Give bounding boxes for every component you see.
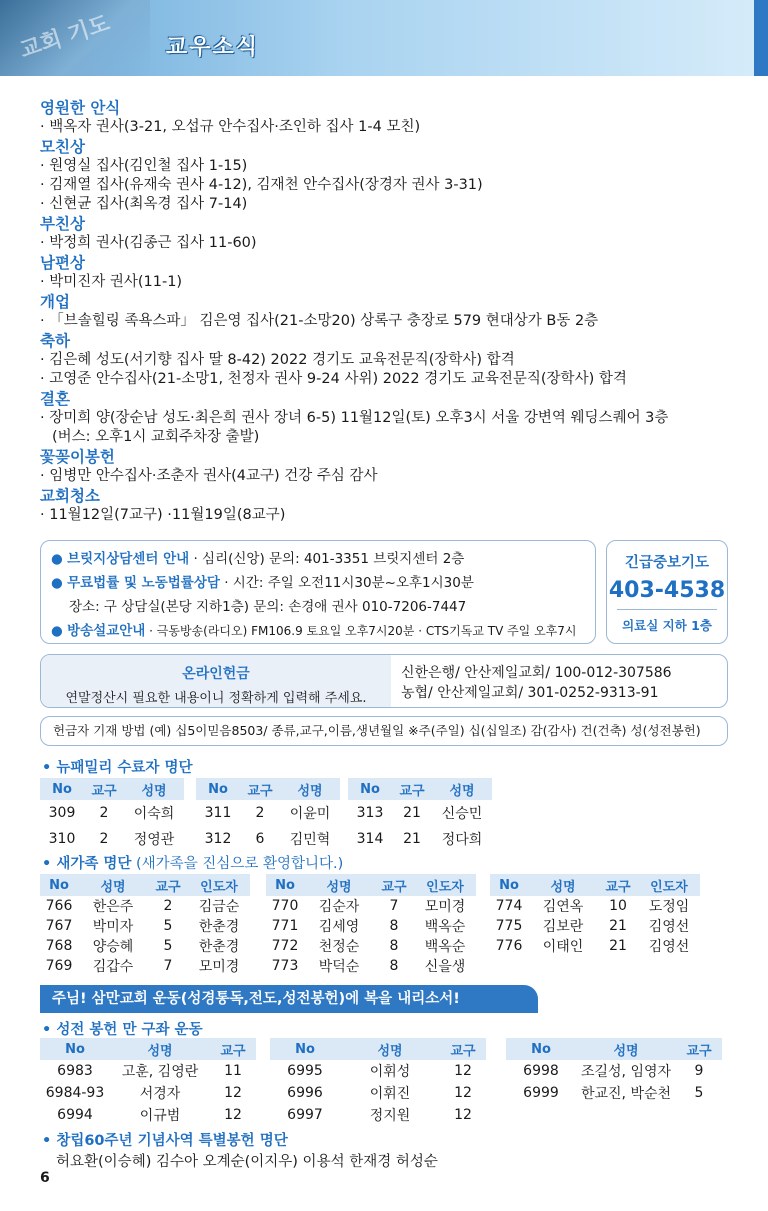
table-cell: 7: [163, 958, 173, 974]
table-cell: 6996: [287, 1085, 323, 1101]
table-cell: 6997: [287, 1107, 323, 1123]
table-cell: 6984-93: [45, 1085, 105, 1101]
table-cell: 2: [163, 898, 173, 914]
table-row: [40, 1060, 256, 1082]
table-row: [490, 916, 700, 936]
table-cell: 12: [454, 1107, 472, 1123]
counsel-center-label: 브릿지상담센터 안내: [67, 551, 190, 567]
table-cell: 모미경: [198, 959, 240, 975]
column-header: No: [196, 778, 240, 800]
column-header: No: [490, 874, 528, 896]
column-header: No: [266, 874, 304, 896]
table-cell: 12: [224, 1085, 242, 1101]
bank-account-nonghyup: 농협/ 안산제일교회/ 301-0252-9313-91: [401, 685, 659, 701]
table-cell: 773: [271, 958, 299, 974]
table-cell: 이태인: [542, 939, 584, 955]
page-header: [0, 0, 768, 76]
table-row: [266, 896, 476, 916]
table-cell: 768: [45, 938, 73, 954]
table-row: [348, 800, 492, 826]
table-row: [40, 916, 250, 936]
news-item: · 「브솔힐링 족욕스파」 김은영 집사(21-소망20) 상록구 충장로 579 현대상가 B동 2층: [40, 313, 599, 329]
temple-table: [40, 1038, 256, 1126]
table-cell: 김영선: [648, 939, 690, 955]
table-cell: 769: [45, 958, 73, 974]
news-heading: 영원한 안식: [40, 99, 121, 117]
newfamily_grad-table: [196, 778, 340, 852]
table-cell: 한교진, 박순천: [580, 1086, 672, 1102]
header-accent-bar: [754, 0, 768, 76]
table-row: [40, 956, 250, 976]
column-header: 성명: [110, 1038, 210, 1060]
offering-left: [41, 655, 391, 708]
column-header: No: [40, 874, 78, 896]
offering-method-box: 헌금자 기재 방법 (예) 십5이믿음8503/ 종류,교구,이름,생년월일 ※주(주일) 십(십일조) 감(감사) 건(건축) 성(성전봉헌): [40, 716, 728, 746]
prayer-banner: 주님! 삼만교회 운동(성경통독,전도,성전봉헌)에 복을 내리소서!: [40, 985, 538, 1013]
table-cell: 정지원: [369, 1108, 411, 1124]
table-row: [266, 956, 476, 976]
news-list: [40, 98, 740, 525]
column-header: 교구: [598, 874, 638, 896]
table-cell: 신승민: [441, 806, 483, 822]
prayer-location: 의료실 지하 1층: [622, 618, 712, 633]
table-cell: 5: [163, 918, 173, 934]
column-header: 성명: [124, 778, 184, 800]
table-cell: 천정순: [318, 939, 360, 955]
newfamily-table: [40, 874, 250, 976]
column-header: 인도자: [414, 874, 476, 896]
page-number: 6: [40, 1170, 50, 1186]
table-cell: 김보란: [542, 919, 584, 935]
table-cell: 6998: [523, 1063, 559, 1079]
table-cell: 박덕순: [318, 959, 360, 975]
column-header: No: [40, 778, 84, 800]
table-cell: 김금순: [198, 899, 240, 915]
table-row: [40, 1082, 256, 1104]
prayer-title: 긴급중보기도: [624, 555, 710, 571]
table-row: [266, 936, 476, 956]
table-cell: 백옥순: [424, 939, 466, 955]
newfamily-grad-title: • 뉴패밀리 수료자 명단: [42, 760, 193, 776]
column-header: 교구: [84, 778, 124, 800]
newfamily-subtitle: (새가족을 진심으로 환영합니다.): [131, 856, 344, 872]
table-cell: 309: [48, 805, 76, 821]
table-row: [196, 826, 340, 852]
info-row-counsel: [51, 547, 585, 571]
column-header: 교구: [210, 1038, 256, 1060]
news-item: · 원영실 집사(김인철 집사 1-15): [40, 158, 248, 174]
news-heading: 모친상: [40, 138, 85, 156]
table-cell: 9: [694, 1063, 704, 1079]
table-row: [490, 896, 700, 916]
table-row: [506, 1082, 722, 1104]
table-cell: 박미자: [92, 919, 134, 935]
news-heading: 꽃꽂이봉헌: [40, 448, 115, 466]
table-cell: 8: [389, 918, 399, 934]
info-row-broadcast: [51, 619, 585, 643]
table-cell: 2: [255, 805, 265, 821]
header-photo-text: 교회 기도: [17, 11, 113, 64]
newfamily-table: [266, 874, 476, 976]
offering-title: 온라인헌금: [182, 666, 250, 682]
table-cell: 310: [48, 831, 76, 847]
table-cell: 신을생: [424, 959, 466, 975]
table-cell: 314: [356, 831, 384, 847]
table-cell: 313: [356, 805, 384, 821]
anniversary-title: • 창립60주년 기념사역 특별봉헌 명단: [42, 1133, 288, 1149]
news-heading: 개업: [40, 293, 70, 311]
column-header: No: [506, 1038, 576, 1060]
table-cell: 311: [204, 805, 232, 821]
column-header: No: [270, 1038, 340, 1060]
info-row-legal: [51, 571, 585, 595]
table-cell: 21: [403, 831, 421, 847]
table-cell: 김영선: [648, 919, 690, 935]
table-row: [270, 1060, 486, 1082]
newfamily-table: [490, 874, 700, 956]
table-cell: 770: [271, 898, 299, 914]
table-cell: 이휘진: [369, 1086, 411, 1102]
column-header: 인도자: [188, 874, 250, 896]
table-row: [348, 826, 492, 852]
temple-title: • 성전 봉헌 만 구좌 운동: [42, 1022, 203, 1038]
column-header: 교구: [676, 1038, 722, 1060]
table-row: [270, 1082, 486, 1104]
prayer-box: [606, 540, 728, 644]
table-cell: 12: [454, 1063, 472, 1079]
temple-table: [506, 1038, 722, 1104]
column-header: 성명: [280, 778, 340, 800]
table-cell: 6995: [287, 1063, 323, 1079]
column-header: 교구: [148, 874, 188, 896]
bullet-icon: ●: [51, 623, 63, 639]
offering-accounts: [401, 663, 672, 703]
table-cell: 김민혁: [289, 832, 331, 848]
news-item: · 김은혜 성도(서기향 집사 딸 8-42) 2022 경기도 교육전문직(장학사) 합격: [40, 352, 515, 368]
table-cell: 이숙희: [133, 806, 175, 822]
column-header: 교구: [374, 874, 414, 896]
table-cell: 21: [403, 805, 421, 821]
table-cell: 6983: [57, 1063, 93, 1079]
news-item: · 김재열 집사(유재숙 권사 4-12), 김재천 안수집사(장경자 권사 3-31): [40, 177, 483, 193]
prayer-phone: 403-4538: [608, 578, 726, 603]
table-cell: 774: [495, 898, 523, 914]
header-photo: [0, 0, 150, 76]
news-heading: 부친상: [40, 215, 85, 233]
table-cell: 김순자: [318, 899, 360, 915]
table-cell: 8: [389, 938, 399, 954]
table-cell: 21: [609, 918, 627, 934]
table-cell: 김갑수: [92, 959, 134, 975]
column-header: 성명: [528, 874, 598, 896]
page-title: 교우소식: [166, 35, 260, 60]
table-cell: 766: [45, 898, 73, 914]
table-cell: 이휘성: [369, 1064, 411, 1080]
temple-table: [270, 1038, 486, 1126]
table-cell: 양승혜: [92, 939, 134, 955]
column-header: 인도자: [638, 874, 700, 896]
table-cell: 11: [224, 1063, 242, 1079]
table-cell: 정다희: [441, 832, 483, 848]
table-cell: 정영관: [133, 832, 175, 848]
table-row: [490, 936, 700, 956]
table-row: [270, 1104, 486, 1126]
table-row: [40, 1104, 256, 1126]
counsel-center-text: · 심리(신앙) 문의: 401-3351 브릿지센터 2층: [189, 551, 465, 567]
table-cell: 6999: [523, 1085, 559, 1101]
column-header: 성명: [576, 1038, 676, 1060]
news-item: · 박미진자 권사(11-1): [40, 274, 183, 290]
newfamily_grad-table: [348, 778, 492, 852]
table-cell: 12: [454, 1085, 472, 1101]
offering-note: 연말정산시 필요한 내용이니 정확하게 입력해 주세요.: [65, 691, 367, 706]
bullet-icon: ●: [51, 551, 63, 567]
broadcast-text: · 극동방송(라디오) FM106.9 토요일 오후7시20분 · CTS기독교 TV 주일 오후7시: [145, 624, 577, 638]
legal-counsel-time: · 시간: 주일 오전11시30분~오후1시30분: [219, 575, 474, 591]
table-cell: 서경자: [139, 1086, 181, 1102]
table-cell: 모미경: [424, 899, 466, 915]
news-item: · 11월12일(7교구) ·11월19일(8교구): [40, 507, 286, 523]
column-header: 교구: [440, 1038, 486, 1060]
column-header: No: [348, 778, 392, 800]
column-header: 성명: [304, 874, 374, 896]
table-cell: 776: [495, 938, 523, 954]
table-cell: 6994: [57, 1107, 93, 1123]
table-cell: 김세영: [318, 919, 360, 935]
newfamily_grad-table: [40, 778, 184, 852]
news-heading: 축하: [40, 332, 70, 350]
table-cell: 2: [99, 831, 109, 847]
table-cell: 12: [224, 1107, 242, 1123]
news-heading: 결혼: [40, 390, 70, 408]
table-cell: 이규범: [139, 1108, 181, 1124]
table-row: [40, 936, 250, 956]
table-cell: 312: [204, 831, 232, 847]
column-header: 성명: [432, 778, 492, 800]
news-item: (버스: 오후1시 교회주차장 출발): [52, 429, 260, 445]
table-cell: 5: [163, 938, 173, 954]
news-item: · 박정희 권사(김종근 집사 11-60): [40, 235, 257, 251]
bank-account-shinhan: 신한은행/ 안산제일교회/ 100-012-307586: [401, 665, 672, 681]
column-header: 교구: [392, 778, 432, 800]
anniversary-names: 허요환(이승혜) 김수아 오계순(이지우) 이용석 한재경 허성순: [56, 1154, 438, 1170]
legal-counsel-place: 장소: 구 상담실(본당 지하1층) 문의: 손경애 권사 010-7206-7447: [69, 599, 467, 615]
table-row: [40, 800, 184, 826]
column-header: 교구: [240, 778, 280, 800]
table-row: [196, 800, 340, 826]
divider: [617, 609, 717, 610]
column-header: 성명: [78, 874, 148, 896]
table-cell: 김연옥: [542, 899, 584, 915]
table-cell: 한춘경: [198, 939, 240, 955]
table-cell: 백옥순: [424, 919, 466, 935]
info-box: [40, 540, 596, 644]
table-cell: 7: [389, 898, 399, 914]
table-cell: 8: [389, 958, 399, 974]
news-item: · 신현균 집사(최옥경 집사 7-14): [40, 196, 248, 212]
table-cell: 771: [271, 918, 299, 934]
table-cell: 10: [609, 898, 627, 914]
table-cell: 21: [609, 938, 627, 954]
table-row: [40, 896, 250, 916]
broadcast-label: 방송설교안내: [67, 623, 146, 639]
table-cell: 고훈, 김영란: [121, 1064, 199, 1080]
table-cell: 5: [694, 1085, 704, 1101]
column-header: 성명: [340, 1038, 440, 1060]
news-item: · 임병만 안수집사·조춘자 권사(4교구) 건강 주심 감사: [40, 468, 378, 484]
news-item: · 백옥자 권사(3-21, 오섭규 안수집사·조인하 집사 1-4 모친): [40, 119, 421, 135]
newfamily-title-text: • 새가족 명단: [42, 856, 132, 872]
table-cell: 조길성, 임영자: [580, 1064, 672, 1080]
news-heading: 남편상: [40, 254, 85, 272]
table-cell: 2: [99, 805, 109, 821]
table-row: [266, 916, 476, 936]
news-item: · 장미희 양(장순남 성도·최은희 권사 장녀 6-5) 11월12일(토) 오후3시 서울 강변역 웨딩스퀘어 3층: [40, 410, 669, 426]
table-cell: 한은주: [92, 899, 134, 915]
table-cell: 767: [45, 918, 73, 934]
table-row: [506, 1060, 722, 1082]
legal-counsel-label: 무료법률 및 노동법률상담: [67, 575, 220, 591]
news-heading: 교회청소: [40, 487, 100, 505]
table-cell: 772: [271, 938, 299, 954]
newfamily-title: [42, 852, 343, 873]
table-cell: 이윤미: [289, 806, 331, 822]
bullet-icon: ●: [51, 575, 63, 591]
table-cell: 도정임: [648, 899, 690, 915]
table-cell: 775: [495, 918, 523, 934]
table-cell: 한춘경: [198, 919, 240, 935]
table-row: [40, 826, 184, 852]
news-item: · 고영준 안수집사(21-소망1, 천정자 권사 9-24 사위) 2022 경기도 교육전문직(장학사) 합격: [40, 371, 627, 387]
table-cell: 6: [255, 831, 265, 847]
offering-box: [40, 654, 728, 708]
column-header: No: [40, 1038, 110, 1060]
